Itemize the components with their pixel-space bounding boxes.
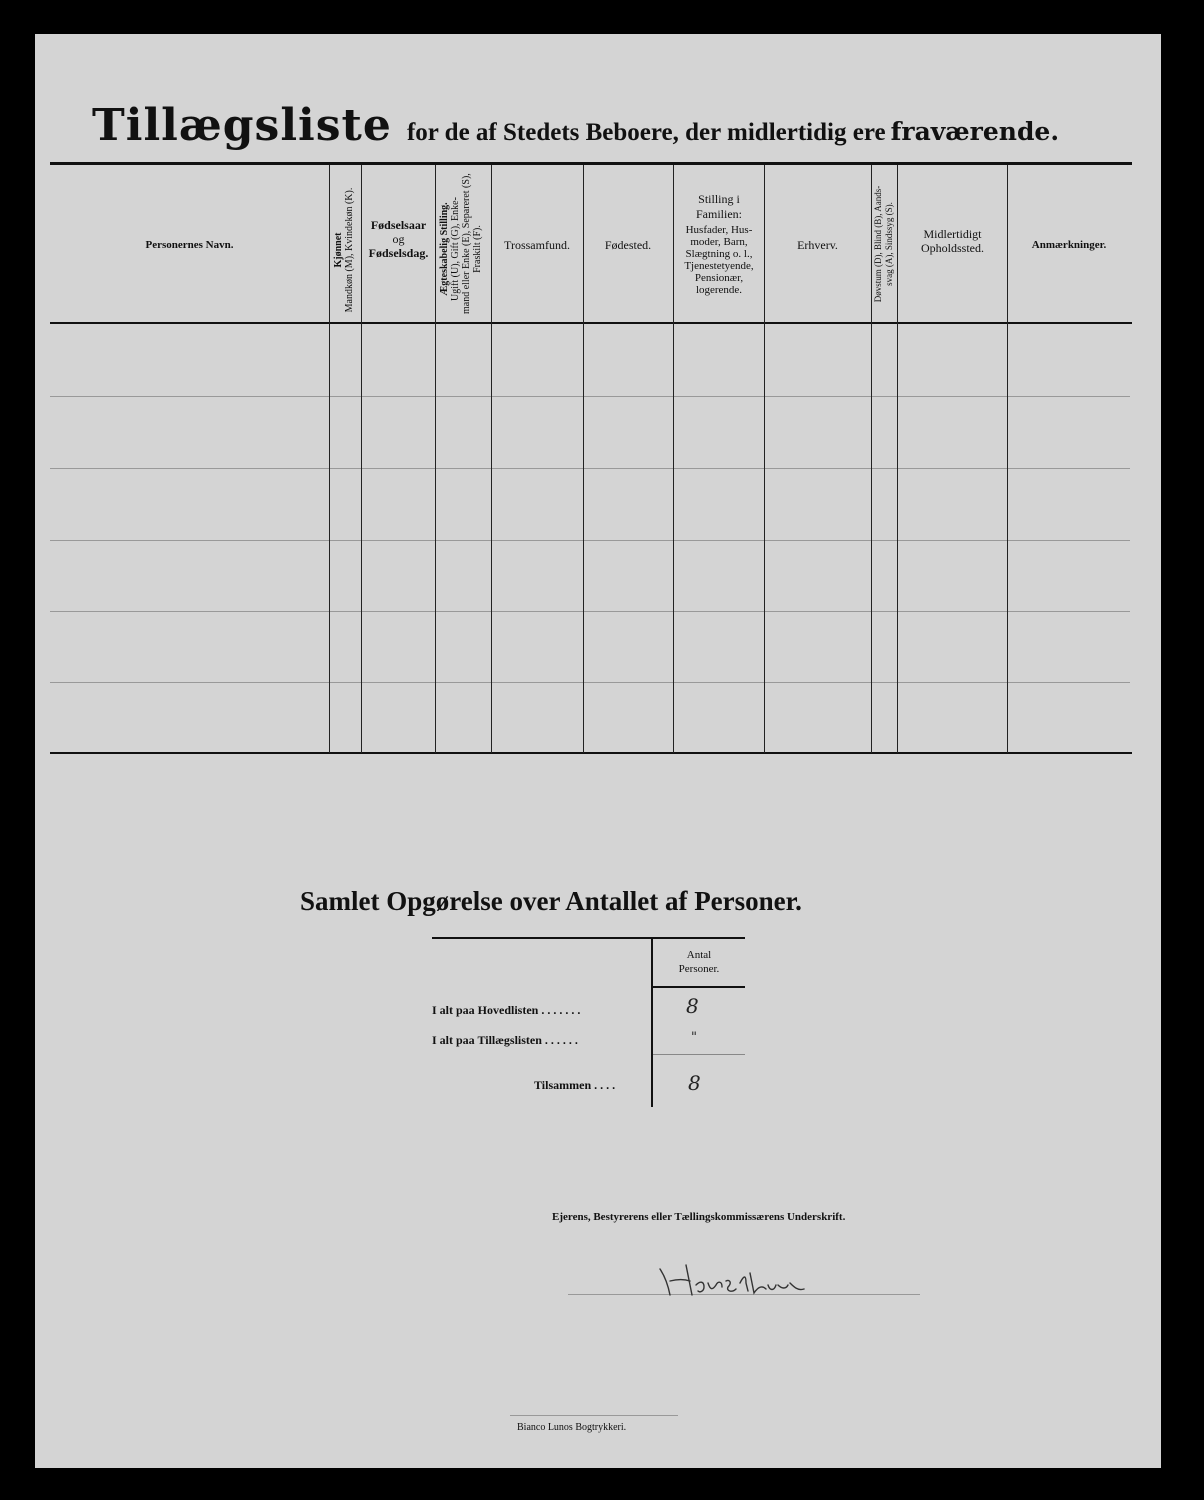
column-divider — [583, 165, 584, 753]
col-header-opholdssted-2: Opholdssted. — [921, 241, 984, 255]
summary-subtotal-rule — [653, 1054, 745, 1055]
handwritten-signature — [650, 1255, 810, 1300]
col-header-familie-6: Tjenestetyende, — [684, 260, 754, 272]
col-header-familie-7: Pensionær, — [694, 272, 744, 284]
summary-column-header — [653, 948, 745, 976]
table-row-line — [50, 396, 1130, 397]
summary-row-tillaegslisten-label: I alt paa Tillægslisten . . . . . . — [432, 1033, 578, 1047]
col-header-familie-4: moder, Barn, — [690, 236, 748, 248]
summary-column-header-1: Antal — [686, 949, 712, 961]
col-header-stilling-2: Ugift (U), Gift (G), Enke- — [450, 197, 461, 301]
summary-row-tilsammen-label: Tilsammen . . . . — [534, 1078, 616, 1092]
col-header-fodselsaar-2: og — [392, 232, 405, 246]
form-title-bold: fraværende. — [890, 117, 1060, 146]
table-row-line — [50, 682, 1130, 683]
col-header-fodselsaar-3: Fødselsdag. — [368, 246, 429, 260]
form-title — [92, 100, 1059, 151]
summary-header-rule — [653, 986, 745, 988]
column-divider — [491, 165, 492, 753]
col-header-tros: Trossamfund. — [504, 238, 570, 252]
col-header-familie-1: Stilling i — [698, 192, 740, 206]
col-header-stilling — [439, 173, 487, 314]
col-header-familie — [674, 192, 764, 296]
table-top-rule — [50, 162, 1132, 165]
summary-row-tillaegslisten-value: " — [691, 1030, 697, 1045]
col-header-stilling-1: Ægteskabelig Stilling. — [439, 202, 450, 296]
col-header-familie-5: Slægtning o. l., — [685, 248, 753, 260]
col-header-opholdssted — [898, 227, 1007, 255]
col-header-navn: Personernes Navn. — [145, 239, 234, 251]
form-title-main: Tillægsliste — [92, 100, 392, 151]
table-row-line — [50, 540, 1130, 541]
column-divider — [329, 165, 330, 753]
column-divider — [435, 165, 436, 753]
summary-top-rule — [432, 937, 745, 939]
signature-label: Ejerens, Bestyrerens eller Tællingskommissærens Underskrift. — [552, 1211, 846, 1223]
col-header-dovstum-1: Døvstum (D), Blind (B), Aands- — [873, 185, 883, 303]
col-header-fodselsaar-1: Fødselsaar — [370, 218, 427, 232]
summary-row-hovedlisten-value: 8 — [686, 994, 699, 1018]
table-row-line — [50, 611, 1130, 612]
col-header-kjon — [333, 185, 357, 315]
column-divider — [1007, 165, 1008, 753]
column-divider — [871, 165, 872, 753]
col-header-stilling-4: Fraskilt (F). — [472, 225, 483, 273]
summary-row-hovedlisten-label: I alt paa Hovedlisten . . . . . . . — [432, 1003, 581, 1017]
col-header-stilling-3: mand eller Enke (E), Separeret (S), — [461, 173, 472, 314]
table-row-line — [50, 468, 1130, 469]
table-bottom-rule — [50, 752, 1132, 754]
col-header-kjon-title: Kjønnet — [333, 232, 344, 268]
col-header-familie-2: Familien: — [696, 207, 742, 221]
table-header-rule — [50, 322, 1132, 324]
printer-imprint: Bianco Lunos Bogtrykkeri. — [517, 1422, 627, 1433]
col-header-fodselsaar — [362, 218, 435, 260]
printer-rule — [510, 1415, 678, 1416]
form-title-rest: for de af Stedets Beboere, der midlertidig ere — [406, 119, 886, 146]
summary-title: Samlet Opgørelse over Antallet af Personer. — [300, 886, 802, 916]
col-header-familie-8: logerende. — [695, 284, 743, 296]
col-header-kjon-sub: Mandkøn (M), Kvindekøn (K). — [344, 187, 355, 313]
col-header-anmaerkninger: Anmærkninger. — [1031, 239, 1107, 251]
col-header-familie-3: Husfader, Hus- — [685, 224, 753, 236]
column-divider — [764, 165, 765, 753]
col-header-erhverv: Erhverv. — [797, 238, 838, 252]
summary-row-tilsammen-value: 8 — [688, 1071, 701, 1095]
col-header-opholdssted-1: Midlertidigt — [923, 227, 982, 241]
col-header-dovstum — [873, 179, 897, 309]
col-header-dovstum-2: svag (A), Sindssyg (S). — [884, 202, 894, 286]
summary-column-header-2: Personer. — [678, 963, 720, 975]
col-header-fodested: Fødested. — [604, 238, 652, 252]
